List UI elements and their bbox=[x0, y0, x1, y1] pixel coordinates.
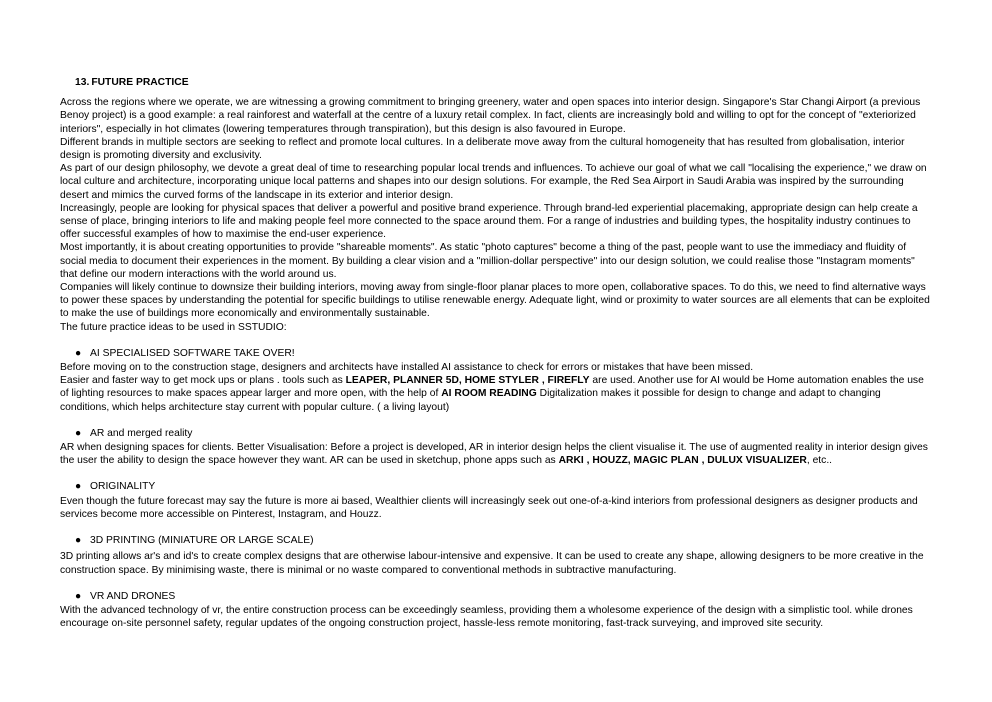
bullet-dot: ● bbox=[75, 535, 82, 547]
bullet-originality bbox=[75, 480, 932, 493]
bullet-3d-printing bbox=[75, 534, 932, 547]
bullet-title: AI SPECIALISED SOFTWARE TAKE OVER! bbox=[90, 347, 295, 359]
ai-tools-list: LEAPER, PLANNER 5D, HOME STYLER , FIREFLY bbox=[345, 375, 590, 387]
ai-text: are used. Another use for AI would be Home automation enables the use of lighting resources to make spaces appear larger and more open, with the help of bbox=[60, 375, 924, 400]
bullet-ar bbox=[75, 427, 932, 440]
ai-text: Digitalization makes it possible for design to change and adapt to changing conditions, which helps architecture stay current with popular culture. ( a living layout) bbox=[60, 388, 881, 413]
document-page bbox=[60, 76, 932, 630]
bullet-title: 3D PRINTING (MINIATURE OR LARGE SCALE) bbox=[90, 535, 314, 547]
section-number: 13. bbox=[75, 77, 90, 88]
ai-room-reading: AI ROOM READING bbox=[441, 388, 537, 400]
ar-text: , etc.. bbox=[806, 455, 833, 467]
bullet-dot: ● bbox=[75, 347, 82, 359]
ai-section-body bbox=[60, 361, 932, 414]
bullet-title: ORIGINALITY bbox=[90, 481, 156, 493]
vr-paragraph: With the advanced technology of vr, the entire construction process can be exceedingly seamless, providing them a wholesome experience of the design with a simplistic tool. while drones encourage on-site personnel safety, regular updates of the ongoing construction project, hassle-less remote monitoring, fast-track surveying, and improved site security. bbox=[60, 604, 913, 630]
bullet-vr-drones bbox=[75, 590, 932, 603]
intro-paragraph: Companies will likely continue to downsize their building interiors, moving away from single-floor planar places to more open, collaborative spaces. To do this, we need to find alternative ways to power these spaces by understanding the potential for specific buildings to utilise renewable energy. Adequate light, wind or proximity to water sources are all elements that can be exploited to make the use of buildings more economically and environmentally sustainable. bbox=[60, 282, 930, 320]
bullet-dot: ● bbox=[75, 590, 82, 602]
intro-paragraph: As part of our design philosophy, we devote a great deal of time to researching popular local trends and influences. To achieve our goal of what we call "localising the experience," we draw on local culture and architecture, incorporating unique local patterns and shapes into our design solutions. For example, the Red Sea Airport in Saudi Arabia was inspired by the surrounding desert and mimics the curved forms of the landscape in its exterior and interior design. bbox=[60, 163, 927, 201]
bullet-dot: ● bbox=[75, 481, 82, 493]
intro-paragraph: Increasingly, people are looking for physical spaces that deliver a powerful and positive brand experience. Through brand-led experiential placemaking, appropriate design can help create a sense of place, bringing interiors to life and making people feel more connected to the space around them. For a range of industries and building types, the hospitality industry continues to offer successful examples of how to maximise the end-user experience. bbox=[60, 202, 918, 241]
bullet-ai bbox=[75, 347, 932, 360]
ai-paragraph-1: Before moving on to the construction stage, designers and architects have installed AI assistance to check for errors or mistakes that have been missed. bbox=[60, 362, 754, 374]
section-title: FUTURE PRACTICE bbox=[91, 77, 189, 88]
ai-paragraph-2 bbox=[60, 374, 932, 414]
bullet-title: AR and merged reality bbox=[90, 427, 193, 439]
originality-paragraph: Even though the future forecast may say the future is more ai based, Wealthier clients will increasingly seek out one-of-a-kind interiors from professional designers as designer products and services become more accessible on Pinterest, Instagram, and Houzz. bbox=[60, 495, 918, 520]
intro-paragraph: Most importantly, it is about creating opportunities to provide "shareable moments". As static "photo captures" become a thing of the past, people want to use the immediacy and fluidity of social media to document their experiences in the moment. By building a clear vision and a "million-dollar perspective" into our design solution, we could realise those "Instagram moments" that define our modern interactions with the world around us. bbox=[60, 242, 915, 280]
ai-text: Easier and faster way to get mock ups or plans . tools such as bbox=[60, 375, 346, 387]
intro-paragraph: Across the regions where we operate, we are witnessing a growing commitment to bringing greenery, water and open spaces into interior design. Singapore's Star Changi Airport (a previous Benoy project) is a good example: a real rainforest and waterfall at the centre of a luxury retail complex. In fact, clients are increasingly bold and willing to opt for the concept of "exteriorized interiors", especially in hot climates (lowering temperatures through transpiration), but this design is also favoured in Europe. bbox=[60, 97, 921, 135]
originality-section-body bbox=[60, 495, 932, 521]
bullet-dot: ● bbox=[75, 427, 82, 439]
intro-paragraph: The future practice ideas to be used in SSTUDIO: bbox=[60, 321, 287, 333]
bullet-title: VR AND DRONES bbox=[90, 590, 176, 602]
printing-paragraph: 3D printing allows ar's and id's to create complex designs that are otherwise labour-intensive and expensive. It can be used to create any shape, allowing designers to be more creative in the construction space. By minimising waste, there is minimal or no waste compared to conventional methods in subtractive manufacturing. bbox=[60, 551, 924, 576]
ar-text: AR when designing spaces for clients. Better Visualisation: Before a project is developed, AR in interior design helps the client visualise it. The use of augmented reality in interior design gives the user the ability to design the space however they want. AR can be used in sketchup, phone apps such as bbox=[60, 442, 928, 467]
intro-paragraph: Different brands in multiple sectors are seeking to reflect and promote local cultures. In a deliberate move away from the cultural homogeneity that has resulted from globalisation, interior design is promoting diversity and exclusivity. bbox=[60, 136, 905, 162]
vr-section-body bbox=[60, 604, 932, 630]
printing-section-body bbox=[60, 550, 932, 576]
ar-section-body bbox=[60, 441, 932, 467]
ar-apps-list: ARKI , HOUZZ, MAGIC PLAN , DULUX VISUALIZER bbox=[558, 455, 807, 467]
section-heading bbox=[75, 76, 932, 89]
ar-paragraph bbox=[60, 441, 932, 467]
